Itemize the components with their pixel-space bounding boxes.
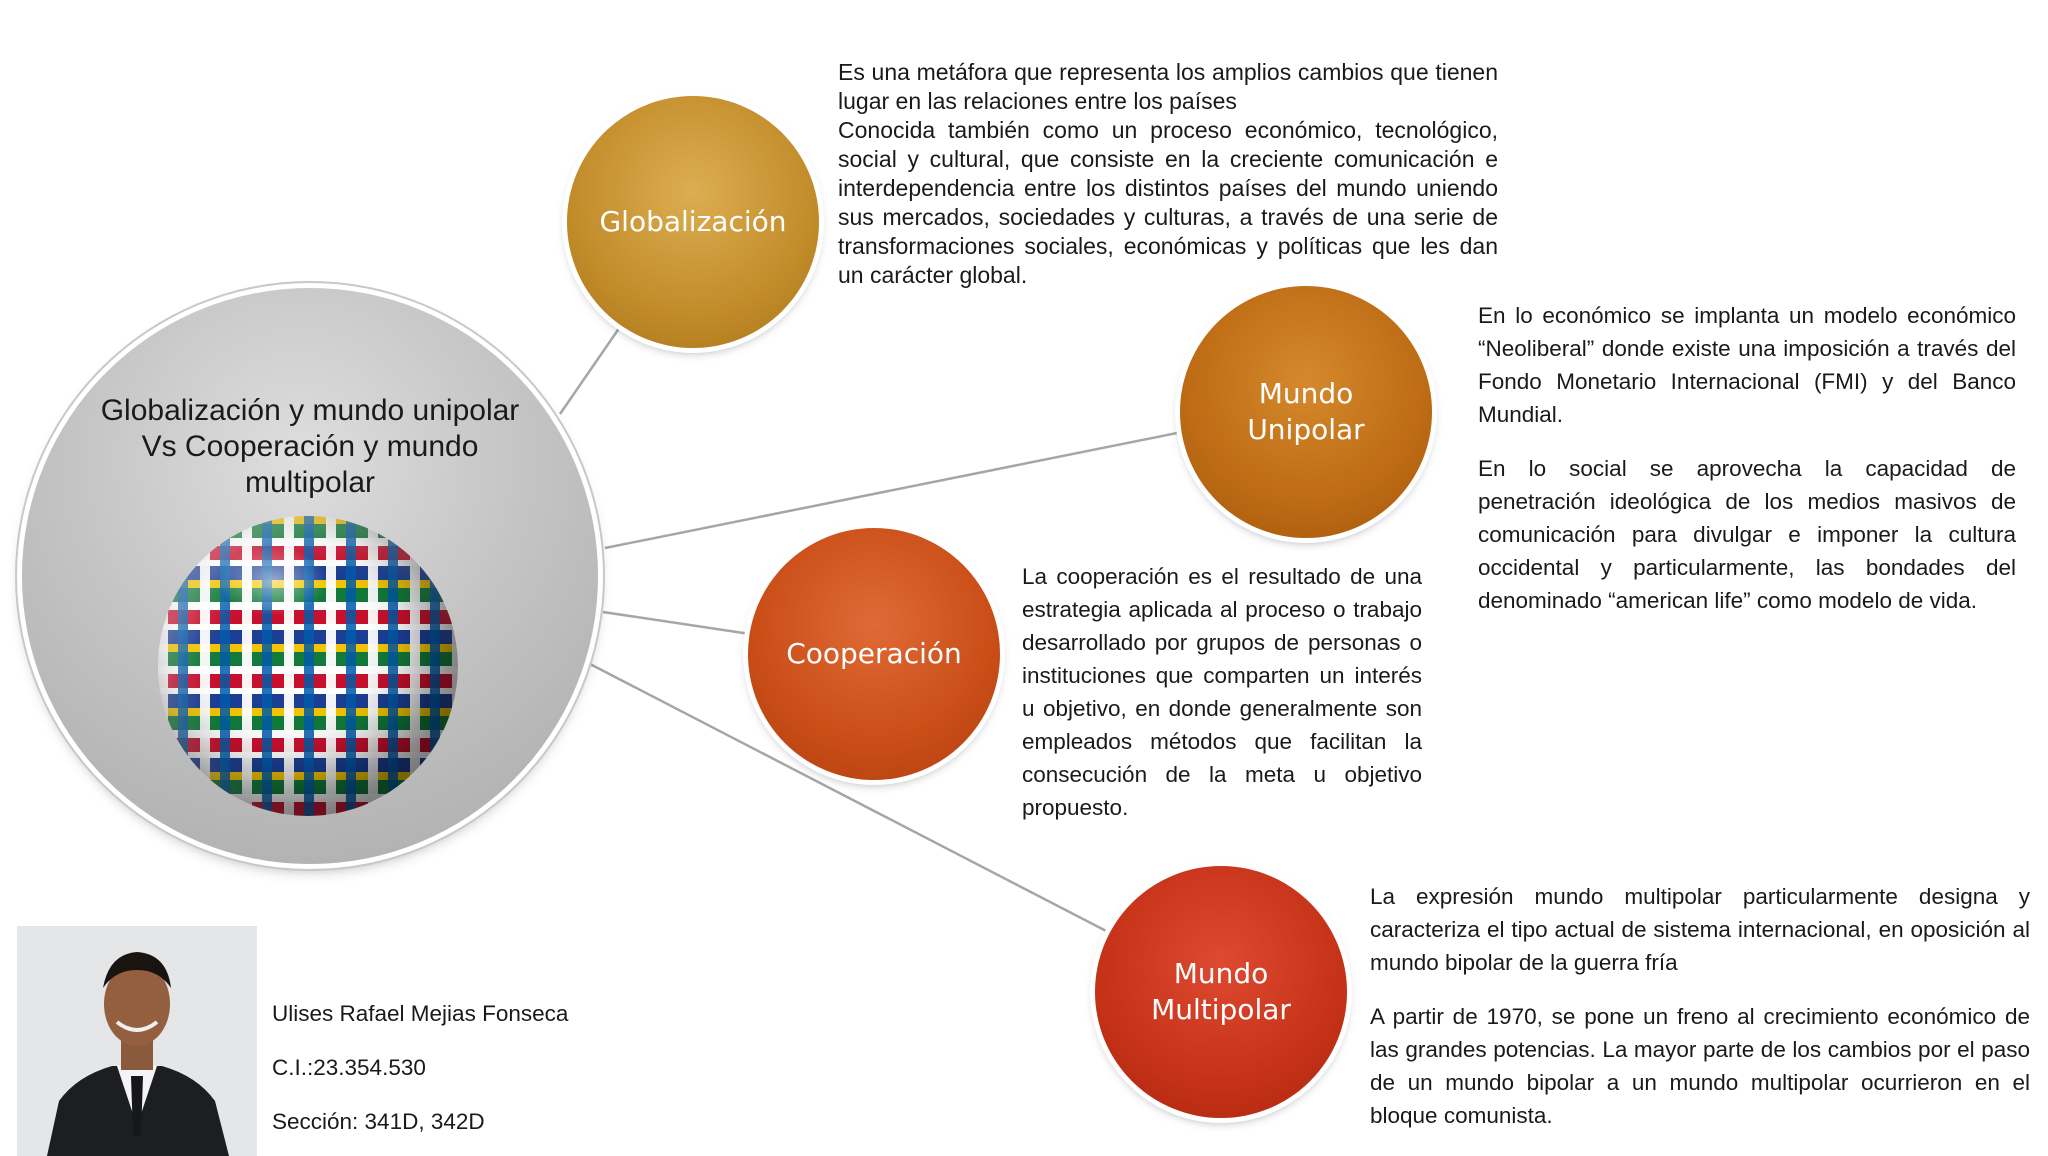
node-unipolar-label xyxy=(1247,376,1364,448)
author-id: C.I.:23.354.530 xyxy=(272,1055,426,1080)
node-globalizacion-label: Globalización xyxy=(599,205,787,238)
multipolar-description xyxy=(1370,880,2030,1132)
connector-globalizacion xyxy=(560,324,622,414)
node-multipolar-label xyxy=(1151,956,1291,1028)
multipolar-paragraph: La expresión mundo multipolar particularmente designa y caracteriza el tipo actual de sistema internacional, en oposición al mundo bipolar de la guerra fría xyxy=(1370,884,2030,975)
person-portrait-icon xyxy=(17,926,257,1156)
node-cooperacion xyxy=(748,528,1000,780)
globe-highlight xyxy=(218,546,328,616)
author-photo xyxy=(17,926,257,1156)
central-topic-circle xyxy=(22,288,598,864)
unipolar-paragraph: En lo económico se implanta un modelo económico “Neoliberal” donde existe una imposición a través del Fondo Monetario Internacional (FMI) y del Banco Mundial. xyxy=(1478,303,2016,427)
world-flags-globe-icon xyxy=(158,516,458,816)
node-multipolar-label-line1: Mundo xyxy=(1173,957,1269,990)
central-topic-title: Globalización y mundo unipolar Vs Cooperación y mundo multipolar xyxy=(100,394,520,499)
node-cooperacion-label: Cooperación xyxy=(786,637,962,670)
author-name: Ulises Rafael Mejias Fonseca xyxy=(272,1001,569,1026)
unipolar-description xyxy=(1478,299,2016,617)
node-multipolar-label-line2: Multipolar xyxy=(1151,993,1291,1026)
connector-cooperacion xyxy=(603,612,750,634)
globalizacion-paragraph: Es una metáfora que representa los amplios cambios que tienen lugar en las relaciones entre los países xyxy=(838,59,1498,114)
node-unipolar-label-line2: Unipolar xyxy=(1247,413,1365,446)
globalizacion-paragraph: Conocida también como un proceso económico, tecnológico, social y cultural, que consiste en la creciente comunicación e interdependencia entre los distintos países del mundo uniendo sus mercados, sociedades y culturas, a través de una serie de transformaciones sociales, económicas y políticas que les dan un carácter global. xyxy=(838,117,1498,288)
cooperacion-description xyxy=(1022,560,1422,824)
node-mundo-multipolar xyxy=(1095,866,1347,1118)
multipolar-paragraph: A partir de 1970, se pone un freno al crecimiento económico de las grandes potencias. La mayor parte de los cambios por el paso de un mundo bipolar a un mundo multipolar ocurrieron en el bloque comunista. xyxy=(1370,1004,2030,1128)
globalizacion-description xyxy=(838,58,1498,290)
node-globalizacion xyxy=(567,96,819,348)
author-section: Sección: 341D, 342D xyxy=(272,1109,485,1134)
unipolar-paragraph: En lo social se aprovecha la capacidad de penetración ideológica de los medios masivos de comunicación para divulgar e imponer la cultura occidental y particularmente, las bondades del denominado “american life” como modelo de vida. xyxy=(1478,456,2016,613)
cooperacion-paragraph: La cooperación es el resultado de una estrategia aplicada al proceso o trabajo desarrollado por grupos de personas o instituciones que comparten un interés u objetivo, en donde generalmente son empleados métodos que facilitan la consecución de la meta u objetivo propuesto. xyxy=(1022,564,1422,820)
node-unipolar-label-line1: Mundo xyxy=(1258,377,1354,410)
node-mundo-unipolar xyxy=(1180,286,1432,538)
